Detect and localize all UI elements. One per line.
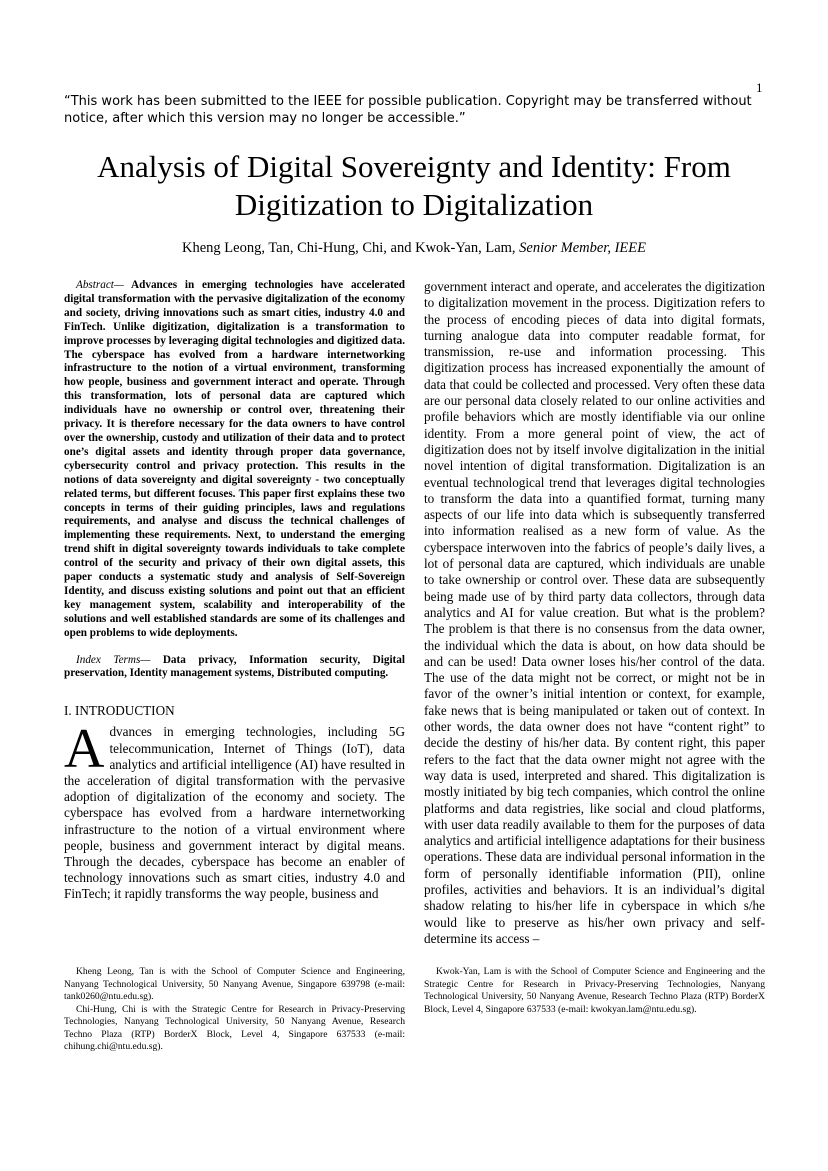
author-line — [40, 240, 788, 257]
intro-paragraph-left — [64, 718, 405, 902]
abstract — [64, 279, 405, 641]
footnote-author-3: Kwok-Yan, Lam is with the School of Computer Science and Engineering and the Strategic Centre for Research in Privacy-Preserving Technologies, Nanyang Technological University, 50 Nanyang Avenue, Research Techno Plaza (RTP) BorderX Block, Level 4, Singapore 637533 (e-mail: kwokyan.lam@ntu.edu.sg). — [424, 966, 765, 1015]
index-terms — [64, 654, 405, 682]
left-column — [64, 279, 405, 903]
dropcap: A — [64, 718, 105, 781]
intro-text-left: dvances in emerging technologies, including 5G telecommunication, Internet of Things (IoT), data analytics and artificial intelligence (AI) have resulted in the acceleration of digital transformation with the pervasive adoption of digitalization of the economy and society. The cyberspace has evolved from a hardware internetworking infrastructure to the notion of a virtual environment where people, business and government interact by digital means. Through the decades, cyberspace has become an enabler of technology innovations such as smart cities, industry 4.0 and FinTech; it rapidly transforms the way people, business and — [64, 724, 405, 902]
footnote-author-1: Kheng Leong, Tan is with the School of Computer Science and Engineering, Nanyang Technological University, 50 Nanyang Avenue, Singapore 639798 (e-mail: tank0260@ntu.edu.sg). — [64, 966, 405, 1002]
abstract-text: Advances in emerging technologies have accelerated digital transformation with the pervasive digitalization of the economy and society, driving innovations such as smart cities, industry 4.0 and FinTech. Unlike digitization, digitalization is a transformation to improve processes by leveraging digital technologies and digitized data. The cyberspace has evolved from a hardware internetworking infrastructure to the notion of a virtual environment, transforming how people, business and government interact and operate. Through this transformation, lots of personal data are captured which individuals have no ownership or control over, threatening their privacy. It is therefore necessary for the data owners to have control over the ownership, custody and utilization of their data and to protect one’s digital assets and identity through proper data governance, cybersecurity control and privacy protection. This results in the notions of data sovereignty and digital sovereignty - two conceptually related terms, but different focuses. This paper first explains these two concepts in terms of their guiding principles, laws and regulations requirements, and analyse and discuss the technical challenges of implementing these requirements. Next, to understand the emerging trend shift in digital sovereignty towards individuals to take complete control of the security and privacy of their own digital assets, this paper conducts a systematic study and analysis of Self-Sovereign Identity, and discuss existing solutions and point out that an efficient key management system, scalability and interoperability of the solutions and well established standards are some of its challenges and open problems to wide deployments. — [64, 279, 405, 639]
index-terms-text: Data privacy, Information security, Digital preservation, Identity management systems, Distributed computing. — [64, 653, 405, 680]
footnote-author-2: Chi-Hung, Chi is with the Strategic Centre for Research in Privacy-Preserving Technologies, Nanyang Technological University, 50 Nanyang Avenue, Research Techno Plaza (RTP) BorderX Block, Level 4, Singapore 637533 (e-mail: chihung.chi@ntu.edu.sg). — [64, 1003, 405, 1052]
page-number: 1 — [756, 80, 763, 95]
right-column — [424, 279, 765, 947]
copyright-notice: “This work has been submitted to the IEEE for possible publication. Copyright may be transferred without notice, after which this version may no longer be accessible.” — [64, 94, 752, 126]
intro-paragraph-right: government interact and operate, and accelerates the digitization to digitalization movement in the process. Digitization refers to the process of encoding pieces of data into digital formats, turning analogue data into computer readable format, for transmission, re-use and information processing. This digitization process has increased exponentially the amount of data that could be collected and processed. Very often these data are our personal data closely related to our online activities and profile behaviors which are mostly identifiable via our online identity. From a more general point of view, the act of digitization does not by itself involve digitalization in the initial novel intention of digital transformation. Digitalization is an eventual technological trend that leverages digital technologies to transform the data into a quantified format, turning many aspects of our life into data which is subsequently transferred into information realised as a new form of value. As the cyberspace interwoven into the fabrics of people’s daily lives, a lot of personal data are captured, which individuals are unable to take ownership or control over. These data are subsequently being made use of by third party data collectors, through data analytics and AI for value creation. But what is the problem? The problem is that there is no consensus from the data owner, the individual which the data is about, on how data should be and can be used! Data owner loses his/her control of the data. The use of the data might not be correct, or might not be in favor of the owner’s initial intention or context, for example, fake news that is being manipulated or taken out of context. In other words, the data owner does not have “content right” to decide the destiny of his/her data. By content right, this paper refers to the fact that the data owner might not agree with the way data is used, interpreted and shared. This digitalization is mostly initiated by big tech companies, which control the online platforms and data registries, like social and cloud platforms, with user data readily available to them for the purposes of data analytics and artificial intelligence adaptations for their business operations. These data are individual personal information in the form of personally identifiable information (PII), online profiles, activities and behaviors. It is an individual’s digital shadow relating to his/her life in cyberspace in which s/he would like to preserve as his/her own privacy and self-determine its access – — [424, 279, 765, 946]
footnotes-left — [64, 966, 405, 1054]
abstract-lead: Abstract— — [76, 279, 124, 291]
paper-title: Analysis of Digital Sovereignty and Identity: From Digitization to Digitalization — [97, 149, 731, 222]
footnotes-right — [424, 966, 765, 1016]
index-terms-lead: Index Terms— — [76, 653, 151, 666]
author-role: Senior Member, IEEE — [519, 240, 646, 256]
section-heading-introduction: I. INTRODUCTION — [64, 703, 175, 719]
author-names: Kheng Leong, Tan, Chi-Hung, Chi, and Kwok-Yan, Lam, — [182, 240, 516, 256]
